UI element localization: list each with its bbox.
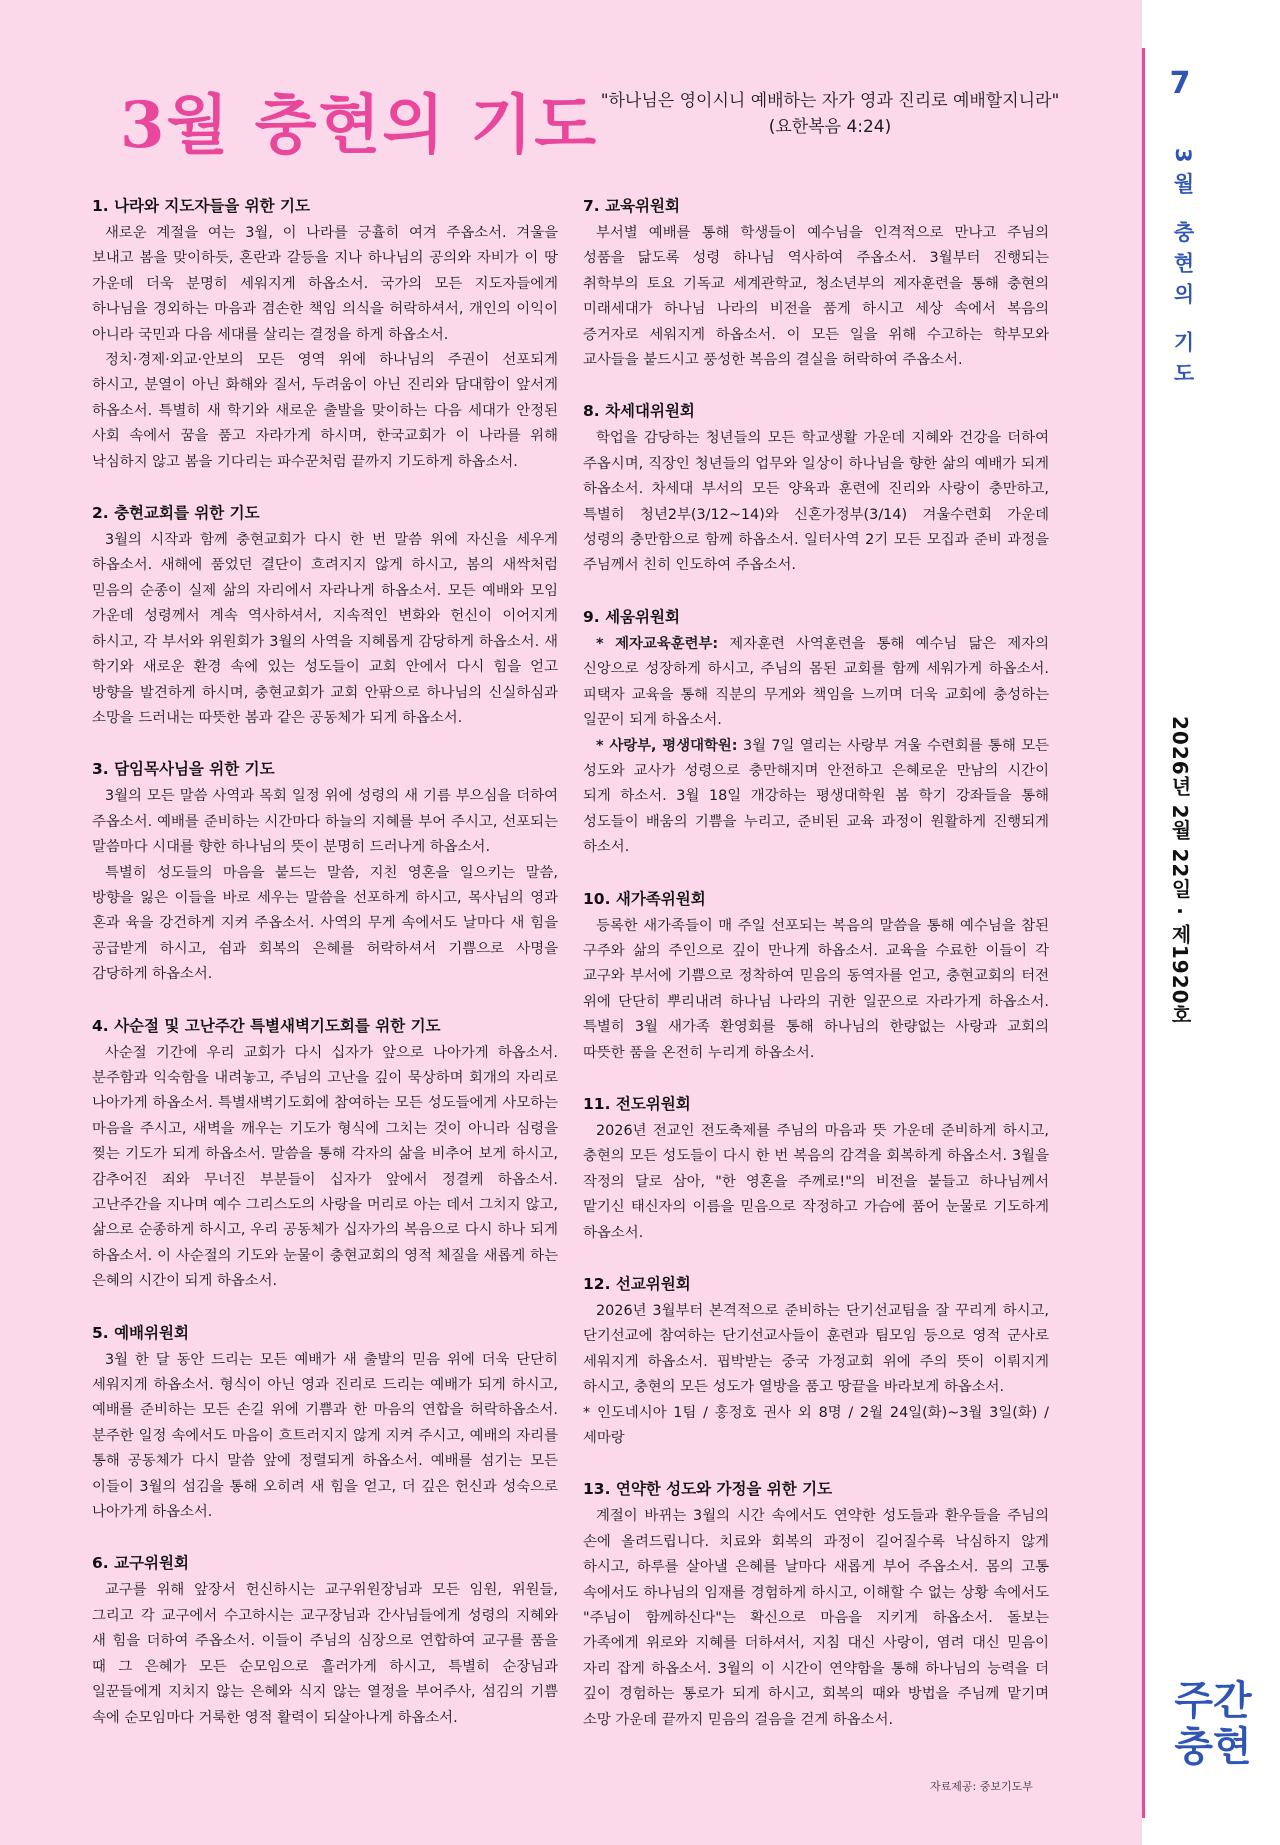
paragraph-text: 등록한 새가족들이 매 주일 선포되는 복음의 말씀을 통해 예수님을 참된 구주와 삶의 주인으로 깊이 만나게 하옵소서. 교육을 수료한 이들이 각 교구와 부서에 기쁨으로 정착하여 믿음의 동역자를 얻고, 충현교회의 터전 위에 단단히 뿌리내려 하나님 나라의 귀한 일꾼으로 자라가게 하옵소서. 특별히 3월 새가족 환영회를 통해 하나님의 한량없는 사랑과 교회의 따뜻한 품을 온전히 누리게 하옵소서. (583, 917, 1049, 1061)
prayer-section (583, 1094, 1049, 1246)
section-heading: 3. 담임목사님을 위한 기도 (92, 760, 275, 779)
prayer-section (92, 196, 558, 475)
prayer-section (583, 1274, 1049, 1451)
prayer-paragraph (583, 221, 1049, 373)
prayer-section (92, 759, 558, 987)
paragraph-text: 특별히 성도들의 마음을 붙드는 말씀, 지친 영혼을 일으키는 말씀, 방향을 잃은 이들을 바로 세우는 말씀을 선포하게 하시고, 목사님의 영과 혼과 육을 강건하게 지켜 주옵소서. 사역의 무게 속에서도 날마다 새 힘을 공급받게 하시고, 쉼과 회복의 은혜를 허락하셔서 기쁨으로 사명을 감당하게 하옵소서. (92, 864, 558, 983)
prayer-paragraph (92, 1578, 558, 1730)
paragraph-text: 3월의 모든 말씀 사역과 목회 일정 위에 성령의 새 기름 부으심을 더하여 주옵소서. 예배를 준비하는 시간마다 하늘의 지혜를 부어 주시고, 선포되는 말씀마다 시대를 향한 하나님의 뜻이 분명히 드러나게 하옵소서. (92, 788, 558, 856)
paragraph-text: 사순절 기간에 우리 교회가 다시 십자가 앞으로 나아가게 하옵소서. 분주함과 익숙함을 내려놓고, 주님의 고난을 깊이 묵상하며 회개의 자리로 나아가게 하옵소서. 특별새벽기도회에 참여하는 모든 성도들에게 사모하는 마음을 주시고, 새벽을 깨우는 기도가 형식에 그치는 것이 아니라 심령을 찢는 기도가 되게 하옵소서. 말씀을 통해 각자의 삶을 비추어 보게 하시고, 감추어진 죄와 무너진 부분들이 십자가 앞에서 정결케 하옵소서. 고난주간을 지나며 예수 그리스도의 사랑을 머리로 아는 데서 그치지 않고, 삶으로 순종하게 하시고, 우리 공동체가 십자가의 복음으로 다시 하나 되게 하옵소서. 이 사순절의 기도와 눈물이 충현교회의 영적 체질을 새롭게 하는 은혜의 시간이 되게 하옵소서. (92, 1044, 558, 1290)
prayer-paragraph (92, 528, 558, 731)
section-heading: 13. 연약한 성도와 가정을 위한 기도 (583, 1480, 833, 1499)
prayer-paragraph (583, 1504, 1049, 1733)
prayer-section (92, 503, 558, 731)
section-heading: 11. 전도위원회 (583, 1094, 691, 1113)
prayer-paragraph (583, 1119, 1049, 1246)
prayer-paragraph (583, 914, 1049, 1066)
prayer-section (92, 1016, 558, 1295)
section-heading: 12. 선교위원회 (583, 1275, 691, 1293)
prayer-paragraph (92, 221, 558, 348)
section-title-vertical: 3월 충현의 기도 (1171, 148, 1195, 394)
section-heading: 6. 교구위원회 (92, 1554, 189, 1573)
quote-text: "하나님은 영이시니 예배하는 자가 영과 진리로 예배할지니라" (600, 91, 1060, 111)
paragraph-text: 3월 한 달 동안 드리는 모든 예배가 새 출발의 믿음 위에 더욱 단단히 세워지게 하옵소서. 형식이 아닌 영과 진리로 드리는 예배가 되게 하시고, 예배를 준비하는 모든 손길 위에 기쁨과 한 마음의 연합을 허락하옵소서. 분주한 일정 속에서도 마음이 흐트러지지 않게 지켜 주시고, 예배의 자리를 통해 공동체가 다시 말씀 앞에 정렬되게 하옵소서. 예배를 섬기는 모든 이들이 3월의 섬김을 통해 오히려 새 힘을 얻고, 더 깊은 헌신과 성숙으로 나아가게 하옵소서. (92, 1351, 558, 1521)
publication-logo (1146, 1678, 1280, 1770)
paragraph-text: 학업을 감당하는 청년들의 모든 학교생활 가운데 지혜와 건강을 더하여 주옵시며, 직장인 청년들의 업무와 일상이 하나님을 향한 삶의 예배가 되게 하옵소서. 차세대 부서의 모든 양육과 훈련에 진리와 사랑이 충만하고, 특별히 청년2부(3/12~14)와 신혼가정부(3/14) 겨울수련회 가운데 성령의 충만함으로 함께 하옵소서. 일터사역 2기 모든 모집과 준비 과정을 주님께서 친히 인도하여 주옵소서. (583, 430, 1049, 574)
paragraph-text: 제자훈련 사역훈련을 통해 예수님 닮은 제자의 신앙으로 성장하게 하시고, 주님의 몸된 교회를 함께 세워가게 하옵소서. 피택자 교육을 통해 직분의 무게와 책임을 느끼며 더욱 교회에 충성하는 일꾼이 되게 하옵소서. (583, 635, 1050, 729)
paragraph-text: 교구를 위해 앞장서 헌신하시는 교구위원장님과 모든 임원, 위원들, 그리고 각 교구에서 수고하시는 교구장님과 간사님들에게 성령의 지혜와 새 힘을 더하여 주옵소서. 이들이 주님의 심장으로 연합하여 교구를 품을 때 그 은혜가 모든 순모임으로 흘러가게 하시고, 특별히 순장님과 일꾼들에게 지치지 않는 은혜와 식지 않는 열정을 부어주사, 섬김의 기쁨 속에 순모임마다 거룩한 영적 활력이 되살아나게 하옵소서. (92, 1582, 558, 1726)
scripture-quote (560, 88, 1100, 140)
section-heading: 2. 충현교회를 위한 기도 (92, 504, 260, 523)
prayer-paragraph (92, 861, 558, 988)
prayer-section (583, 607, 1049, 861)
right-column (583, 196, 1049, 1761)
paragraph-text: 3월 7일 열리는 사랑부 겨울 수련회를 통해 모든 성도와 교사가 성령으로 충만해지며 안전하고 은혜로운 만남의 시간이 되게 하소서. 3월 18일 개강하는 평생대학원 봄 학기 강좌들을 통해 성도들이 배움의 기쁨을 누리고, 준비된 교육 과정이 원활하게 진행되게 하소서. (583, 737, 1050, 856)
left-column (92, 196, 558, 1759)
side-strip (1142, 0, 1280, 1845)
brand-line-2: 충현 (1174, 1724, 1252, 1770)
prayer-section (583, 401, 1049, 578)
paragraph-text: 정치·경제·외교·안보의 모든 영역 위에 하나님의 주권이 선포되게 하시고, 분열이 아닌 화해와 질서, 두려움이 아닌 진리와 담대함이 앞서게 하옵소서. 특별히 새 학기와 새로운 출발을 맞이하는 다음 세대가 안정된 사회 속에서 꿈을 품고 자라가게 하시며, 한국교회가 이 나라를 위해 낙심하지 않고 봄을 기다리는 파수꾼처럼 끝까지 기도하게 하옵소서. (92, 352, 558, 470)
prayer-paragraph (92, 1348, 558, 1526)
section-heading: 7. 교육위원회 (583, 197, 680, 215)
brand-line-1: 주간 (1174, 1678, 1252, 1724)
paragraph-text: 2026년 전교인 전도축제를 주님의 마음과 뜻 가운데 준비하게 하시고, 충현의 모든 성도들이 다시 한 번 복음의 감격을 회복하게 하옵소서. 3월을 작정의 달로 삼아, "한 영혼을 주께로!"의 비전을 붙들고 하나님께서 맡기신 태신자의 이름을 믿음으로 작정하고 가슴에 품어 눈물로 기도하게 하옵소서. (583, 1122, 1049, 1241)
paragraph-text: 2026년 3월부터 본격적으로 준비하는 단기선교팀을 잘 꾸리게 하시고, 단기선교에 참여하는 단기선교사들이 훈련과 팀모임 등으로 영적 군사로 세워지게 하옵소서. 핍박받는 중국 가정교회 위에 주의 뜻이 이뤄지게 하시고, 충현의 모든 성도가 열방을 품고 땅끝을 바라보게 하옵소서. (583, 1303, 1049, 1396)
prayer-section (583, 1479, 1049, 1733)
quote-reference: (요한복음 4:24) (768, 117, 892, 137)
paragraph-text: 3월의 시작과 함께 충현교회가 다시 한 번 말씀 위에 자신을 세우게 하옵소서. 새해에 품었던 결단이 흐려지지 않게 하시고, 봄의 새싹처럼 믿음의 순종이 실제 삶의 자리에서 자라나게 하옵소서. 모든 예배와 모임 가운데 성령께서 계속 역사하셔서, 지속적인 변화와 헌신이 이어지게 하시고, 각 부서와 위원회가 3월의 사역을 지혜롭게 감당하게 하옵소서. 새 학기와 새로운 환경 속에 있는 성도들이 교회 안에서 다시 힘을 얻고 방향을 발견하게 하시며, 충현교회가 교회 안팎으로 하나님의 신실하심과 소망을 드러내는 따뜻한 봄과 같은 공동체가 되게 하옵소서. (92, 532, 558, 726)
prayer-paragraph (92, 1041, 558, 1295)
prayer-paragraph (583, 734, 1049, 861)
page-number: 7 (1169, 66, 1191, 101)
paragraph-text: 부서별 예배를 통해 학생들이 예수님을 인격적으로 만나고 주님의 성품을 닮도록 성령 하나님 역사하여 주옵소서. 3월부터 진행되는 취학부의 토요 기독교 세계관학교, 청소년부의 제자훈련을 통해 충현의 미래세대가 하나님 나라의 비전을 품게 하시고 세상 속에서 복음의 증거자로 세워지게 하옵소서. 이 모든 일을 위해 수고하는 학부모와 교사들을 붙드시고 풍성한 복음의 결실을 허락하여 주옵소서. (583, 225, 1049, 369)
prayer-section (583, 889, 1049, 1066)
prayer-section (92, 1323, 558, 1526)
section-heading: 9. 세움위원회 (583, 607, 680, 626)
paragraph-text: * 인도네시아 1팀 / 홍정호 권사 외 8명 / 2월 24일(화)~3월 3일(화) / 세마랑 (583, 1404, 1049, 1447)
subsection-label: * 제자교육훈련부: (596, 635, 719, 652)
prayer-paragraph (92, 784, 558, 860)
paragraph-text: 새로운 계절을 여는 3월, 이 나라를 긍휼히 여겨 주옵소서. 겨울을 보내고 봄을 맞이하듯, 혼란과 갈등을 지나 하나님의 공의와 자비가 이 땅 가운데 더욱 분명히 세워지게 하옵소서. 국가의 모든 지도자들에게 하나님을 경외하는 마음과 겸손한 책임 의식을 허락하셔서, 개인의 이익이 아니라 국민과 다음 세대를 살리는 결정을 하게 하옵소서. (92, 225, 558, 343)
prayer-paragraph (92, 348, 558, 475)
prayer-paragraph (583, 1299, 1049, 1401)
paragraph-text: 계절이 바뀌는 3월의 시간 속에서도 연약한 성도들과 환우들을 주님의 손에 올려드립니다. 치료와 회복의 과정이 길어질수록 낙심하지 않게 하시고, 하루를 살아낼 은혜를 날마다 새롭게 부어 주옵소서. 몸의 고통 속에서도 하나님의 임재를 경험하게 하시고, 이해할 수 없는 상황 속에서도 "주님이 함께하신다"는 확신으로 마음을 지키게 하옵소서. 돌보는 가족에게 위로와 지혜를 더하셔서, 지침 대신 사랑이, 염려 대신 믿음이 자리 잡게 하옵소서. 3월의 이 시간이 연약함을 통해 하나님의 능력을 더 깊이 경험하는 통로가 되게 하시고, 회복의 때와 방법을 주님께 맡기며 소망 가운데 끝까지 믿음의 걸음을 걷게 하옵소서. (583, 1508, 1049, 1728)
prayer-paragraph (583, 426, 1049, 578)
issue-date: 2026년 2월 22일 · 제1920호 (1168, 716, 1192, 1026)
prayer-paragraph (583, 632, 1049, 734)
prayer-section (583, 196, 1049, 373)
section-heading: 1. 나라와 지도자들을 위한 기도 (92, 197, 310, 215)
section-heading: 4. 사순절 및 고난주간 특별새벽기도회를 위한 기도 (92, 1016, 441, 1035)
prayer-section (92, 1553, 558, 1730)
section-heading: 10. 새가족위원회 (583, 889, 706, 908)
prayer-paragraph (583, 1401, 1049, 1452)
page-title: 3월 충현의 기도 (120, 88, 599, 163)
source-credit: 자료제공: 중보기도부 (930, 1780, 1033, 1793)
side-divider (1142, 48, 1145, 1818)
section-heading: 8. 차세대위원회 (583, 402, 695, 421)
subsection-label: * 사랑부, 평생대학원: (596, 737, 738, 754)
section-heading: 5. 예배위원회 (92, 1323, 189, 1342)
